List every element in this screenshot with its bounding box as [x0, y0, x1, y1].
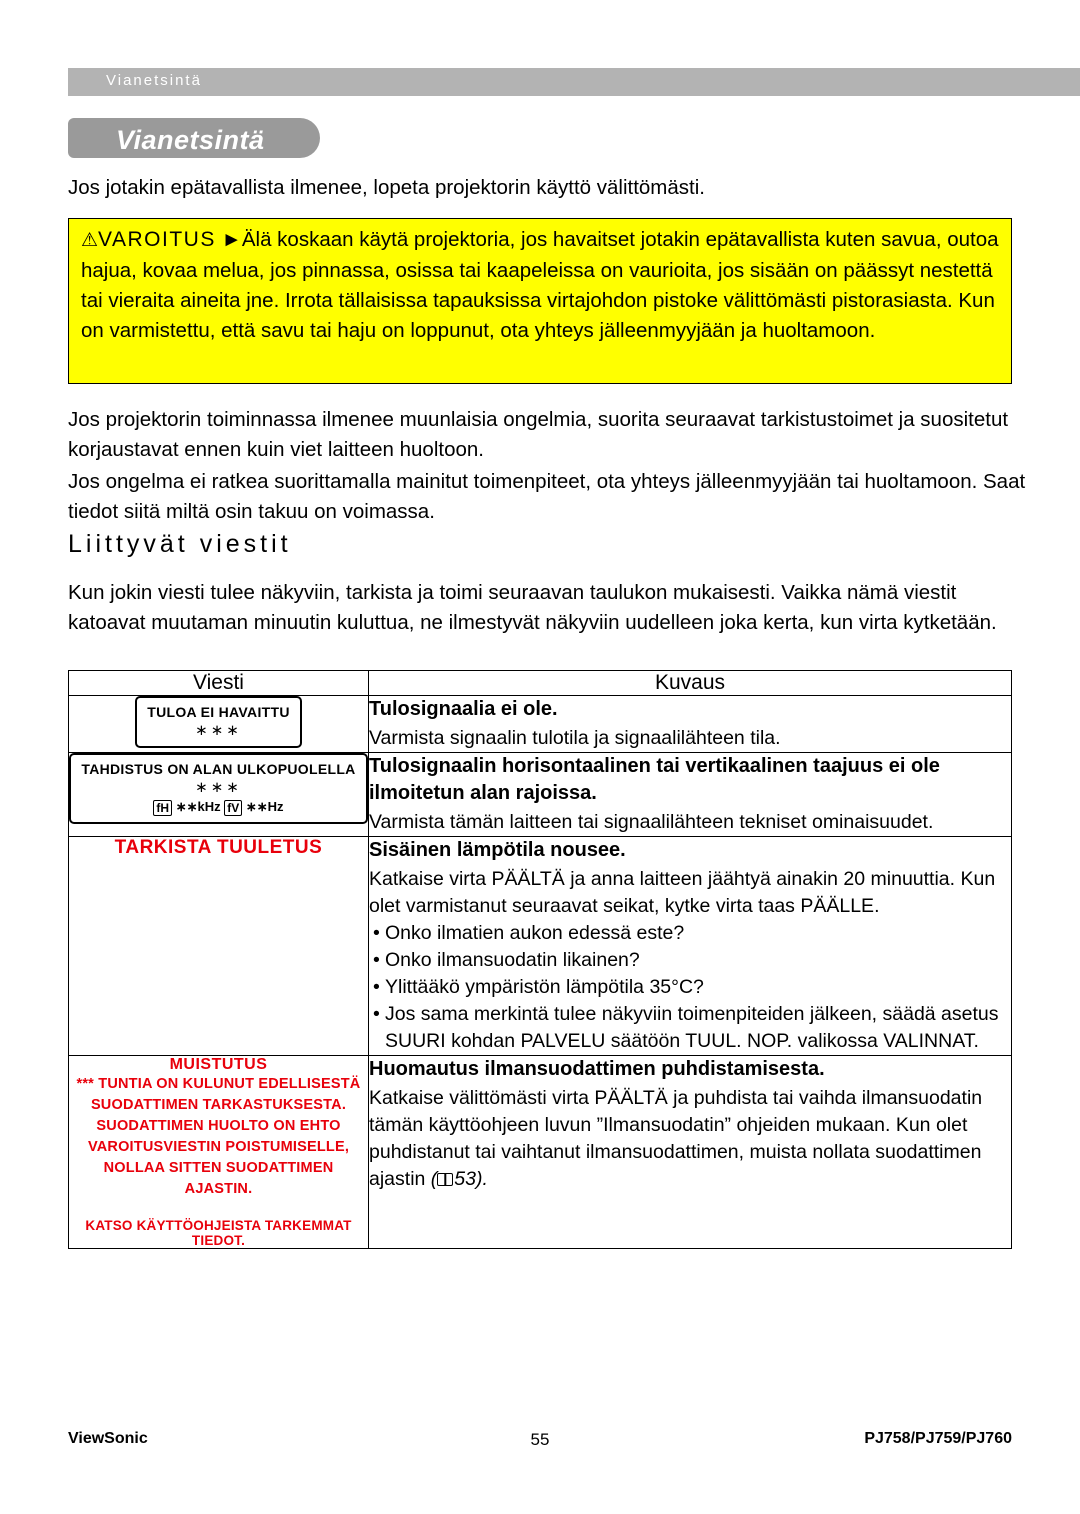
messages-table [68, 670, 1012, 1249]
warning-label: VAROITUS [98, 228, 216, 251]
osd-text-check-air-flow: TARKISTA TUULETUS [114, 837, 323, 858]
warning-text [81, 225, 1001, 346]
osd-reminder-line: SUODATTIMEN HUOLTO ON EHTO [96, 1118, 341, 1134]
osd-reminder-line: NOLLAA SITTEN SUODATTIMEN AJASTIN. [103, 1160, 334, 1197]
chapter-title-pill [68, 118, 320, 158]
message-cell-sync-out-of-range [69, 753, 369, 837]
page-title: Vianetsintä [116, 125, 265, 155]
section-intro-paragraph: Kun jokin viesti tulee näkyviin, tarkista ja toimi seuraavan taulukon mukaisesti. Vaikka nämä viestit katoavat muutaman minuutin kuluttua, ne ilmestyvät näkyviin uudelleen joka kerta, kun virta kytketään. [68, 581, 997, 634]
osd-reminder-footer: KATSO KÄYTTÖOHJEISTA TARKEMMAT TIEDOT. [85, 1218, 352, 1248]
running-head-text: Vianetsintä [106, 72, 202, 89]
osd-reminder-line: SUODATTIMEN TARKASTUKSESTA. [90, 1097, 347, 1113]
bullet-item: • Onko ilmansuodatin likainen? [369, 947, 1011, 974]
bullet-item: • Jos sama merkintä tulee näkyviin toimenpiteiden jälkeen, säädä asetus SUURI kohdan PALVELU säätöön TUUL. NOP. valikossa VALINNAT. [369, 1001, 1011, 1055]
message-cell-no-input [69, 696, 369, 753]
ref-open-paren: ( [430, 1168, 438, 1190]
description-body: Katkaise virta PÄÄLTÄ ja anna laitteen jäähtyä ainakin 20 minuuttia. Kun olet varmistanut seuraavat seikat, kytke virta taas PÄÄLLE. [369, 868, 996, 917]
osd-stars: ∗∗∗ [195, 722, 242, 739]
section-heading: Liittyvät viestit [68, 530, 292, 558]
warning-triangle-icon: ⚠ [81, 230, 99, 251]
description-cell-filter-reminder [369, 1056, 1012, 1249]
column-header-description: Kuvaus [369, 671, 1012, 696]
osd-reminder-body [69, 1074, 368, 1200]
osd-stars: ∗∗∗ [195, 779, 242, 796]
ref-page-number: 53 [454, 1168, 476, 1190]
ref-close-paren: ). [476, 1168, 488, 1190]
table-header-row [69, 671, 1012, 696]
intro-paragraph: Jos jotakin epätavallista ilmenee, lopeta projektorin käyttö välittömästi. [68, 176, 705, 199]
osd-line-text: TULOA EI HAVAITTU [147, 704, 290, 720]
osd-frequency-line [81, 797, 355, 816]
table-row [69, 696, 1012, 753]
running-head-background [68, 68, 1080, 96]
description-cell-no-input [369, 696, 1012, 753]
running-head-bar [68, 68, 1080, 96]
osd-reminder-line: VAROITUSVIESTIN POISTUMISELLE, [87, 1139, 350, 1155]
after-warning-paragraph: Jos projektorin toiminnassa ilmenee muunlaisia ongelmia, suorita seuraavat tarkistustoimet ja suositetut korjaustavat ennen kuin viet laitteen huoltoon. [68, 408, 1009, 461]
description-title: Sisäinen lämpötila nousee. [369, 839, 626, 861]
warning-arrow-icon: ► [221, 228, 242, 251]
fv-value: ∗∗Hz [245, 799, 284, 814]
osd-reminder-title: MUISTUTUS [169, 1056, 268, 1073]
bullet-item: • Onko ilmatien aukon edessä este? [369, 920, 1011, 947]
description-body: Varmista signaalin tulotila ja signaalilähteen tila. [369, 727, 781, 749]
osd-box-sync-out-of-range [69, 753, 367, 824]
osd-box-no-input [135, 696, 302, 748]
description-bullet-list [369, 920, 1011, 1055]
bullet-item: • Ylittääkö ympäristön lämpötila 35°C? [369, 974, 1011, 1001]
warning-body: Älä koskaan käytä projektoria, jos havaitset jotakin epätavallista kuten savua, outoa hajua, kovaa melua, jos pinnassa, osissa tai kaapeleissa on vaurioita, jos sisään on päässyt nestettä tai vieraita aineita jne. Irrota tällaisissa tapauksissa virtajohdon pistoke välittömästi pistorasiasta. Kun on varmistettu, että savu tai haju on loppunut, ota yhteys jälleenmyyjään ja huoltamoon. [81, 228, 999, 342]
description-body [369, 1085, 1011, 1193]
description-title: Tulosignaalin horisontaalinen tai vertikaalinen taajuus ei ole ilmoitetun alan rajoissa. [369, 755, 940, 804]
description-title: Tulosignaalia ei ole. [369, 698, 558, 720]
description-cell-check-air-flow [369, 837, 1012, 1056]
fh-key-icon: fH [153, 800, 172, 816]
footer-brand: ViewSonic [68, 1430, 148, 1447]
page-reference [431, 1168, 488, 1190]
table-row [69, 753, 1012, 837]
table-row [69, 837, 1012, 1056]
warning-box [68, 218, 1012, 384]
table-row [69, 1056, 1012, 1249]
message-cell-filter-reminder [69, 1056, 369, 1249]
description-body: Varmista tämän laitteen tai signaalilähteen tekniset ominaisuudet. [369, 811, 934, 833]
contact-paragraph: Jos ongelma ei ratkea suorittamalla mainitut toimenpiteet, ota yhteys jälleenmyyjään tai huoltamoon. Saat tiedot siitä miltä osin takuu on voimassa. [68, 470, 1026, 523]
footer-page-number: 55 [530, 1430, 550, 1449]
fh-value: ∗∗kHz [175, 799, 221, 814]
column-header-message: Viesti [69, 671, 369, 696]
book-icon [437, 1173, 453, 1186]
footer-models: PJ758/PJ759/PJ760 [864, 1430, 1012, 1447]
description-title: Huomautus ilmansuodattimen puhdistamisesta. [369, 1058, 825, 1080]
message-cell-check-air-flow [69, 837, 369, 1056]
description-cell-sync-out-of-range [369, 753, 1012, 837]
osd-line-text: TAHDISTUS ON ALAN ULKOPUOLELLA [81, 761, 356, 777]
description-body-text: Katkaise välittömästi virta PÄÄLTÄ ja puhdista tai vaihda ilmansuodatin tämän käyttöohjeen luvun ”Ilmansuodatin” ohjeiden mukaan. Kun olet puhdistanut tai vaihtanut ilmansuodattimen, muista nollata suodattimen ajastin [369, 1087, 983, 1190]
osd-reminder-line: *** TUNTIA ON KULUNUT EDELLISESTÄ [76, 1076, 361, 1092]
fv-key-icon: fV [224, 800, 242, 816]
